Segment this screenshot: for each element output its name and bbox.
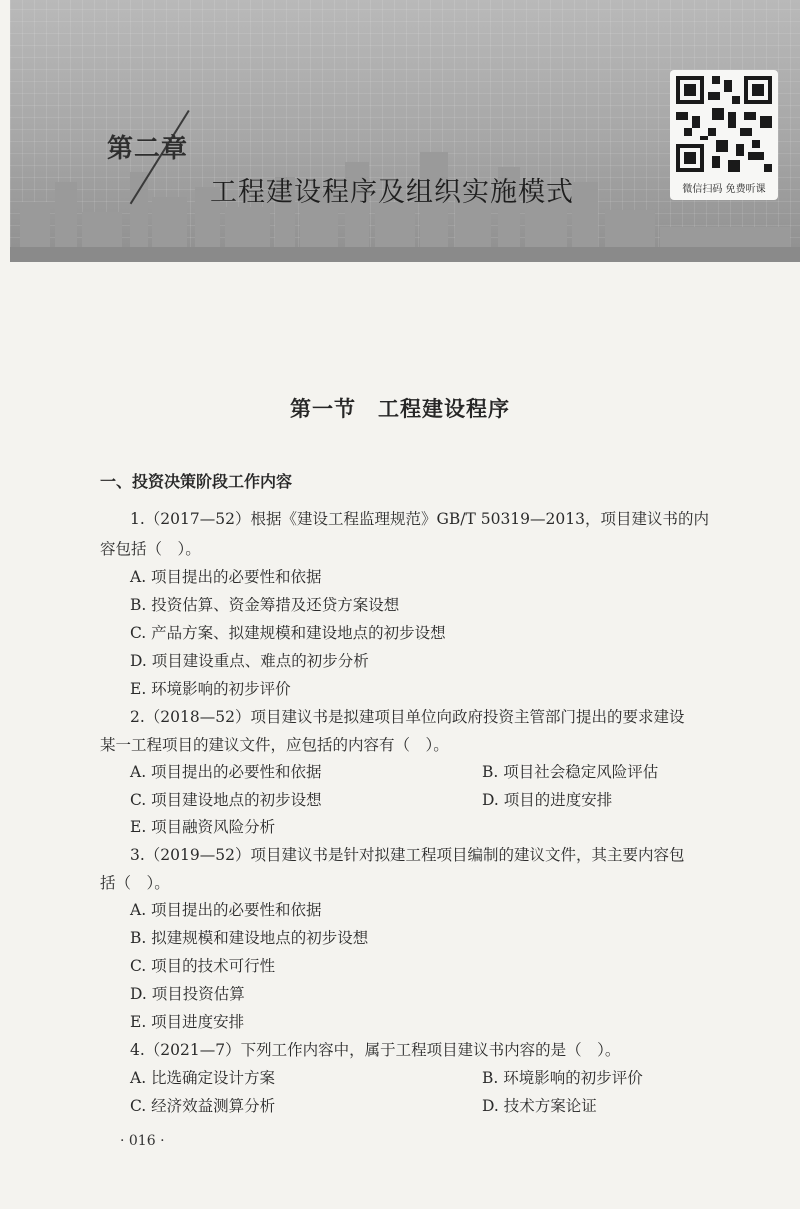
sub-heading: 一、投资决策阶段工作内容: [100, 472, 293, 491]
qr-code-icon: [676, 76, 772, 172]
answer-option: B. 环境影响的初步评价: [482, 1069, 643, 1087]
qr-caption: 微信扫码 免费听课: [682, 184, 766, 195]
answer-option: A. 比选确定设计方案: [130, 1069, 276, 1087]
answer-option: A. 项目提出的必要性和依据: [130, 901, 322, 919]
qr-code-panel[interactable]: [670, 70, 778, 200]
answer-option: D. 项目投资估算: [130, 985, 245, 1003]
answer-option: E. 项目融资风险分析: [130, 818, 276, 836]
answer-option: B. 拟建规模和建设地点的初步设想: [130, 929, 369, 947]
question-stem: 2.（2018—52）项目建议书是拟建项目单位向政府投资主管部门提出的要求建设: [130, 708, 685, 726]
answer-option: D. 项目建设重点、难点的初步分析: [130, 652, 369, 670]
answer-option: B. 投资估算、资金筹措及还贷方案设想: [130, 596, 400, 614]
answer-option: E. 项目进度安排: [130, 1013, 245, 1031]
question-stem: 某一工程项目的建议文件，应包括的内容有（ ）。: [100, 736, 449, 754]
question-stem: 括（ ）。: [100, 874, 170, 892]
question-stem: 3.（2019—52）项目建议书是针对拟建工程项目编制的建议文件，其主要内容包: [130, 846, 685, 864]
question-stem: 1.（2017—52）根据《建设工程监理规范》GB/T 50319—2013，项目建议书的内: [130, 510, 709, 528]
answer-option: C. 项目建设地点的初步设想: [130, 791, 322, 809]
section-title: 第一节 工程建设程序: [290, 397, 510, 421]
answer-option: B. 项目社会稳定风险评估: [482, 763, 659, 781]
answer-option: D. 项目的进度安排: [482, 791, 613, 809]
answer-option: E. 环境影响的初步评价: [130, 680, 291, 698]
chapter-title: 工程建设程序及组织实施模式: [210, 177, 574, 208]
question-stem: 容包括（ ）。: [100, 540, 201, 558]
answer-option: C. 经济效益测算分析: [130, 1097, 276, 1115]
answer-option: A. 项目提出的必要性和依据: [130, 568, 322, 586]
answer-option: D. 技术方案论证: [482, 1097, 597, 1115]
question-stem: 4.（2021—7）下列工作内容中，属于工程项目建议书内容的是（ ）。: [130, 1041, 621, 1059]
answer-option: C. 产品方案、拟建规模和建设地点的初步设想: [130, 624, 446, 642]
chapter-number: 第二章: [107, 134, 189, 164]
page-number: · 016 ·: [120, 1133, 165, 1149]
answer-option: A. 项目提出的必要性和依据: [130, 763, 322, 781]
answer-option: C. 项目的技术可行性: [130, 957, 276, 975]
chapter-banner: [10, 0, 800, 262]
